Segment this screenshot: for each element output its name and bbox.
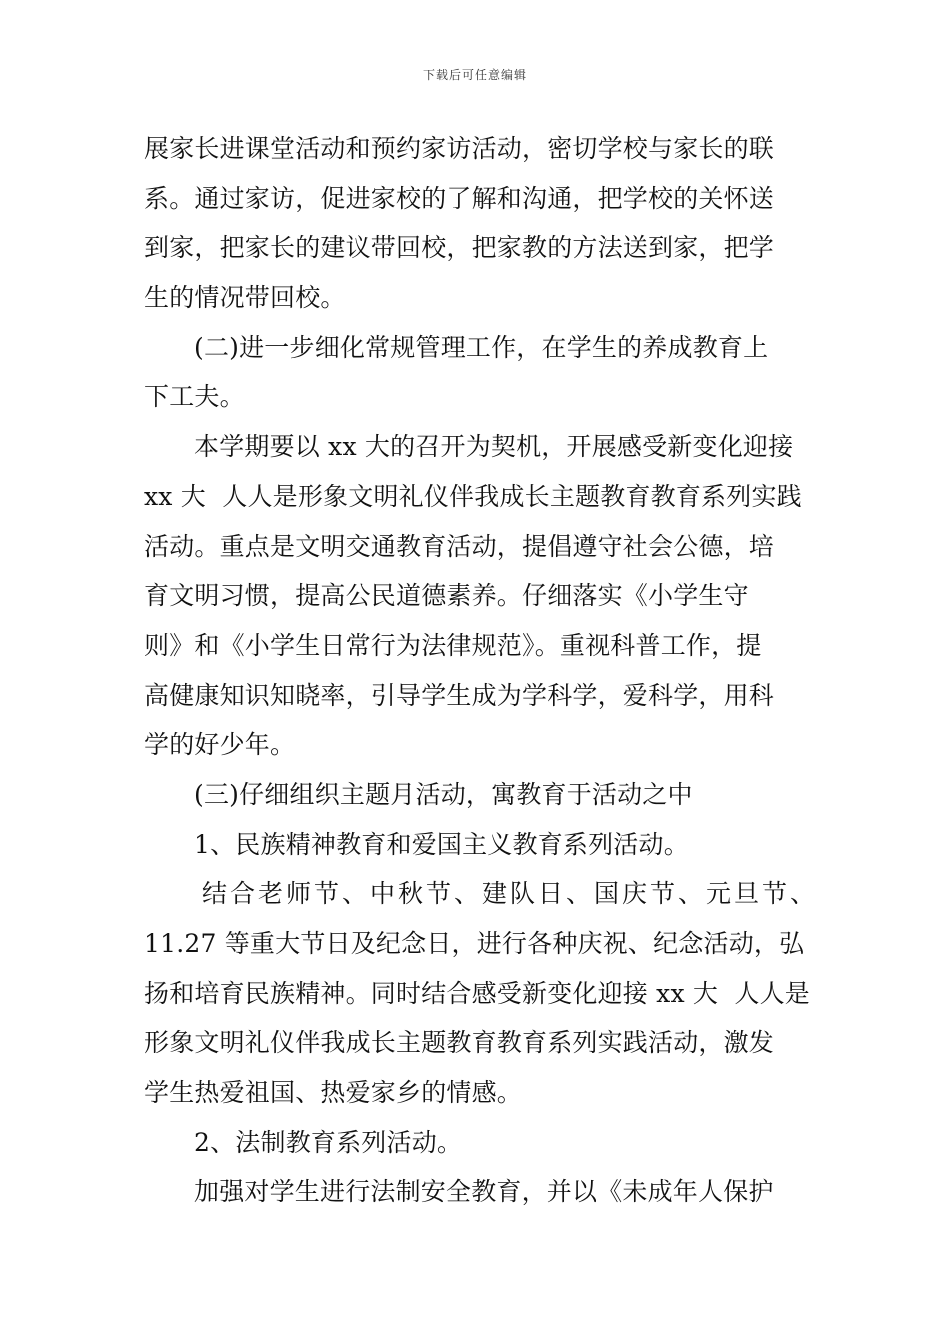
paragraph-line: 形象文明礼仪伴我成长主题教育教育系列实践活动，激发 <box>144 1028 775 1058</box>
paragraph-line: 学生热爱祖国、热爱家乡的情感。 <box>144 1078 523 1108</box>
list-item-heading: 1、民族精神教育和爱国主义教育系列活动。 <box>194 829 689 859</box>
paragraph-line: 育文明习惯，提高公民道德素养。仔细落实《小学生守 <box>144 581 749 611</box>
document-body <box>144 124 824 1217</box>
section-heading: (三)仔细组织主题月活动，寓教育于活动之中 <box>194 779 693 809</box>
paragraph-line: 学的好少年。 <box>144 730 296 760</box>
paragraph-line: 扬和培育民族精神。同时结合感受新变化迎接 xx 大 人人是 <box>144 978 810 1008</box>
paragraph-line: 结合老师节、中秋节、建队日、国庆节、元旦节、 <box>202 879 819 909</box>
paragraph-line: 到家，把家长的建议带回校，把家教的方法送到家，把学 <box>144 233 775 263</box>
paragraph-line: 系。通过家访，促进家校的了解和沟通，把学校的关怀送 <box>144 183 775 213</box>
paragraph-line: 高健康知识知晓率，引导学生成为学科学，爱科学，用科 <box>144 680 775 710</box>
paragraph-line: 本学期要以 xx 大的召开为契机，开展感受新变化迎接 <box>194 432 794 462</box>
page-header: 下载后可任意编辑 <box>422 68 527 82</box>
paragraph-line: 则》和《小学生日常行为法律规范》。重视科普工作，提 <box>144 630 762 660</box>
section-heading: (二)进一步细化常规管理工作，在学生的养成教育上 <box>194 332 769 362</box>
paragraph-line: 11.27 等重大节日及纪念日，进行各种庆祝、纪念活动，弘 <box>144 929 805 958</box>
paragraph-line: 活动。重点是文明交通教育活动，提倡遵守社会公德，培 <box>144 531 775 561</box>
paragraph-line: 展家长进课堂活动和预约家访活动，密切学校与家长的联 <box>144 134 775 163</box>
paragraph-line: 加强对学生进行法制安全教育，并以《未成年人保护 <box>194 1177 774 1207</box>
paragraph-line: xx 大 人人是形象文明礼仪伴我成长主题教育教育系列实践 <box>144 481 802 511</box>
paragraph-line: 生的情况带回校。 <box>144 283 346 313</box>
paragraph-line: 下工夫。 <box>144 382 245 412</box>
list-item-heading: 2、法制教育系列活动。 <box>194 1127 463 1157</box>
